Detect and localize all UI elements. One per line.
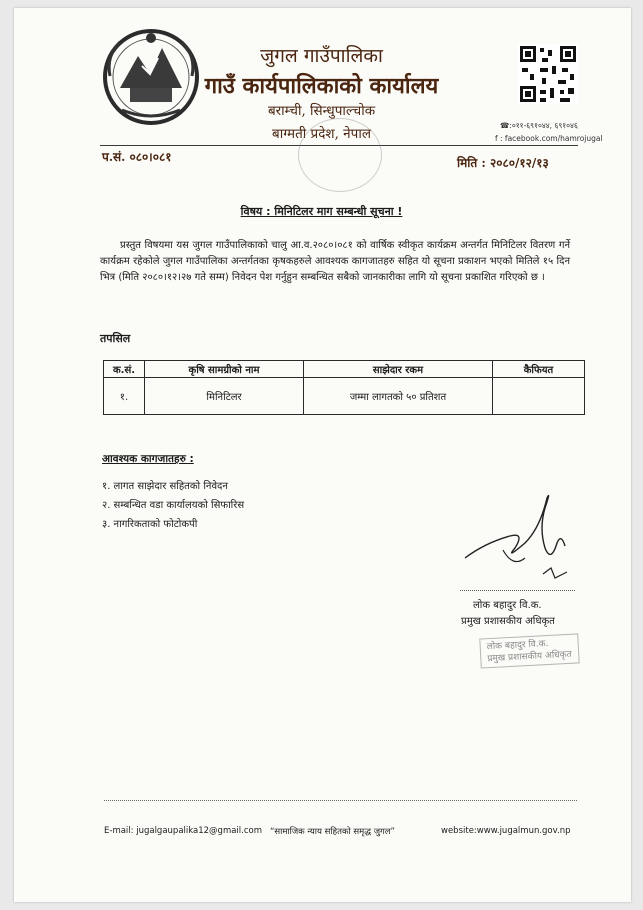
qr-code-icon [518,44,578,104]
table-row [104,378,585,415]
col-serial: क.सं. [104,361,145,378]
signer-title: प्रमुख प्रशासकीय अधिकृत [461,616,555,627]
notice-body: प्रस्तुत विषयमा यस जुगल गाउँपालिकाको चालु आ.व.२०८०।०८१ को वार्षिक स्वीकृत कार्यक्रम अन्तर्गत मिनिटिलर वितरण गर्ने कार्यक्रम रहेकोले जुगल गाउँपालिका अन्तर्गतका कृषकहरुले आवश्यक कागजातहरु सहित यो सूचना प्रकाशन भएको मितिले १५ दिन भित्र (मिति २०८०।१२।२७ गते सम्म) निवेदन पेश गर्नुहुन सम्बन्धित सबैको जानकारीका लागि यो सूचना प्रकाशित गरिएको छ । [100,240,570,283]
list-item: ३. नागरिकताको फोटोकपी [102,519,198,530]
signer-name: लोक बहादुर वि.क. [473,600,542,611]
footer-divider [104,800,577,801]
cell-serial: १. [104,378,145,415]
footer-slogan: “सामाजिक न्याय सहितको समृद्ध जुगल” [270,827,395,837]
details-table [103,360,585,415]
address-line-1: बराम्ची, सिन्धुपाल्चोक [267,103,376,119]
signer-stamp [479,633,579,668]
required-documents-title: आवश्यक कागजातहरु : [102,453,194,465]
details-heading: तपसिल [100,332,131,345]
table-header-row [104,361,585,378]
phone-number: ☎:०११-६९१०४४, ६९१०४६ [500,121,578,130]
office-stamp [298,118,382,192]
cell-item-name: मिनिटिलर [145,378,304,415]
cell-shared-amount: जम्मा लागतको ५० प्रतिशत [304,378,493,415]
notice-subject: विषय : मिनिटिलर माग सम्बन्धी सूचना ! [240,205,403,218]
footer-email[interactable]: E-mail: jugalgaupalika12@gmail.com [104,826,263,836]
stamp-line-1: लोक बहादुर वि.क. [486,638,549,653]
cell-remarks [493,378,585,415]
reference-number: प.सं. ०८०।०८१ [102,150,172,164]
document-date: मिति : २०८०/१२/१३ [457,156,549,170]
footer-website[interactable]: website:www.jugalmun.gov.np [441,826,571,836]
office-name: गाउँ कार्यपालिकाको कार्यालय [204,73,439,99]
col-shared-amount: साझेदार रकम [304,361,493,378]
col-remarks: कैफियत [493,361,585,378]
address-line-2: बाग्मती प्रदेश, नेपाल [272,126,371,142]
list-item: १. लागत साझेदार सहितको निवेदन [102,481,228,492]
handwritten-signature [455,488,585,588]
facebook-link[interactable]: f : facebook.com/hamrojugal [495,134,603,143]
municipality-name: जुगल गाउँपालिका [260,45,383,67]
list-item: २. सम्बन्धित वडा कार्यालयको सिफारिस [102,500,245,511]
col-item-name: कृषि सामग्रीको नाम [145,361,304,378]
signature-line [460,590,575,591]
stamp-line-2: प्रमुख प्रशासकीय अधिकृत [487,649,573,665]
